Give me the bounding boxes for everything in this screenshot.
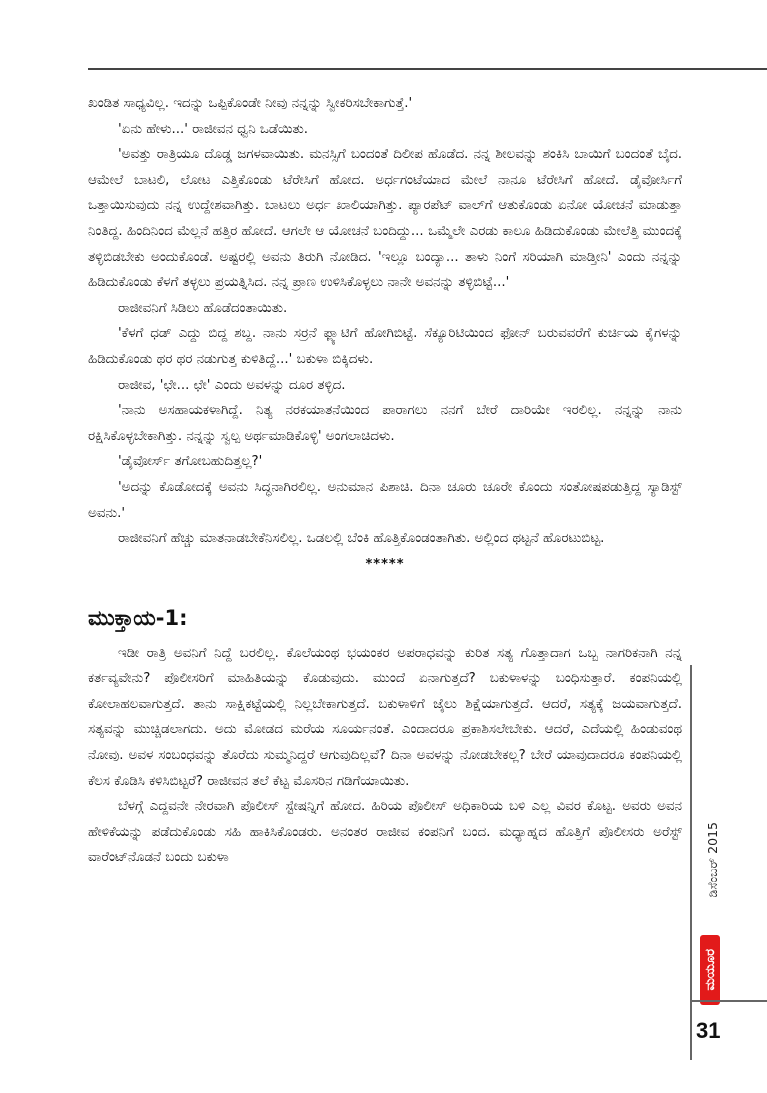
paragraph: 'ಏನು ಹೇಳು...' ರಾಜೀವನ ಧ್ವನಿ ಒಡೆಯಿತು. xyxy=(118,121,308,137)
page-number: 31 xyxy=(696,1018,721,1043)
paragraph: 'ಕೆಳಗೆ ಧಡ್ ಎದ್ದು ಬಿದ್ದ ಶಬ್ದ. ನಾನು ಸರ್ರನೆ ಫ್ಲ್ಯಾಟಿಗೆ ಹೋಗಿಬಿಟ್ಟೆ. ಸೆಕ್ಯೂರಿಟಿಯಿಂದ ಫೋನ್ ಬರುವವರೆಗೆ ಕುರ್ಚಿಯ ಕೈಗಳನ್ನು ಹಿಡಿದುಕೊಂಡು ಥರ ಥರ ನಡುಗುತ್ತ ಕುಳಿತಿದ್ದೆ...' ಬಕುಳಾ ಬಿಕ್ಕಿದಳು. xyxy=(88,326,682,367)
paragraph: 'ಅವತ್ತು ರಾತ್ರಿಯೂ ದೊಡ್ಡ ಜಗಳವಾಯಿತು. ಮನಸ್ಸಿಗೆ ಬಂದಂತೆ ದಿಲೀಪ ಹೊಡೆದ. ನನ್ನ ಶೀಲವನ್ನು ಶಂಕಿಸಿ ಬಾಯಿಗೆ ಬಂದಂತೆ ಬೈದ. ಆಮೇಲೆ ಬಾಟಲಿ, ಲೋಟ ಎತ್ತಿಕೊಂಡು ಟೆರೇಸಿಗೆ ಹೋದ. ಅರ್ಧಗಂಟೆಯಾದ ಮೇಲೆ ನಾನೂ ಟೆರೇಸಿಗೆ ಹೋದೆ. ಡೈವೋರ್ಸಿಗೆ ಒತ್ತಾಯಿಸುವುದು ನನ್ನ ಉದ್ದೇಶವಾಗಿತ್ತು. ಬಾಟಲು ಅರ್ಧ ಖಾಲಿಯಾಗಿತ್ತು. ಪ್ಯಾರಪೆಟ್ ವಾಲ್‌ಗೆ ಆತುಕೊಂಡು ಏನೋ ಯೋಚನೆ ಮಾಡುತ್ತಾ ನಿಂತಿದ್ದ. ಹಿಂದಿನಿಂದ ಮೆಲ್ಲನೆ ಹತ್ತಿರ ಹೋದೆ. ಆಗಲೇ ಆ ಯೋಚನೆ ಬಂದಿದ್ದು... ಒಮ್ಮೆಲೇ ಎರಡು ಕಾಲೂ ಹಿಡಿದುಕೊಂಡು ಮೇಲೆತ್ತಿ ಮುಂದಕ್ಕೆ ತಳ್ಳಿಬಿಡಬೇಕು ಅಂದುಕೊಂಡೆ. ಅಷ್ಟರಲ್ಲಿ ಅವನು ತಿರುಗಿ ನೋಡಿದ. 'ಇಲ್ಲೂ ಬಂದ್ಯಾ... ತಾಳು ನಿಂಗೆ ಸರಿಯಾಗಿ ಮಾಡ್ತೀನಿ' ಎಂದು ನನ್ನನ್ನು ಹಿಡಿದುಕೊಂಡು ಕೆಳಗೆ ತಳ್ಳಲು ಪ್ರಯತ್ನಿಸಿದ. ನನ್ನ ಪ್ರಾಣ ಉಳಿಸಿಕೊಳ್ಳಲು ನಾನೇ ಅವನನ್ನು ತಳ್ಳಿಬಿಟ್ಟೆ...' xyxy=(88,147,682,291)
paragraph: ರಾಜೀವ, 'ಛೇ... ಛೇ' ಎಂದು ಅವಳನ್ನು ದೂರ ತಳ್ಳಿದ. xyxy=(118,377,346,393)
magazine-logo xyxy=(700,935,720,1005)
paragraph: 'ನಾನು ಅಸಹಾಯಕಳಾಗಿದ್ದೆ. ನಿತ್ಯ ನರಕಯಾತನೆಯಿಂದ ಪಾರಾಗಲು ನನಗೆ ಬೇರೆ ದಾರಿಯೇ ಇರಲಿಲ್ಲ. ನನ್ನನ್ನು ನಾನು ರಕ್ಷಿಸಿಕೊಳ್ಳಬೇಕಾಗಿತ್ತು. ನನ್ನನ್ನು ಸ್ವಲ್ಪ ಅರ್ಥಮಾಡಿಕೊಳ್ಳಿ' ಅಂಗಲಾಚಿದಳು. xyxy=(88,403,682,444)
paragraph: ಖಂಡಿತ ಸಾಧ್ಯವಿಲ್ಲ. ಇದನ್ನು ಒಪ್ಪಿಕೊಂಡೇ ನೀವು ನನ್ನನ್ನು ಸ್ವೀಕರಿಸಬೇಕಾಗುತ್ತೆ.' xyxy=(88,96,413,111)
magazine-logo-text: ಮಯೂರ xyxy=(702,949,718,991)
paragraph: ಬೆಳಗ್ಗೆ ಎದ್ದವನೇ ನೇರವಾಗಿ ಪೊಲೀಸ್ ಸ್ಟೇಷನ್ನಿಗೆ ಹೋದ. ಹಿರಿಯ ಪೊಲೀಸ್ ಅಧಿಕಾರಿಯ ಬಳಿ ಎಲ್ಲ ವಿವರ ಕೊಟ್ಟ. ಅವರು ಅವನ ಹೇಳಿಕೆಯನ್ನು ಪಡೆದುಕೊಂಡು ಸಹಿ ಹಾಕಿಸಿಕೊಂಡರು. ಅನಂತರ ರಾಜೀವ ಕಂಪನಿಗೆ ಬಂದ. ಮಧ್ಯಾಹ್ನದ ಹೊತ್ತಿಗೆ ಪೊಲೀಸರು ಅರೆಸ್ಟ್ ವಾರೆಂಟ್‌ನೊಡನೆ ಬಂದು ಬಕುಳಾ xyxy=(88,799,682,866)
paragraph: ಇಡೀ ರಾತ್ರಿ ಅವನಿಗೆ ನಿದ್ದೆ ಬರಲಿಲ್ಲ. ಕೊಲೆಯಂಥ ಭಯಂಕರ ಅಪರಾಧವನ್ನು ಕುರಿತ ಸತ್ಯ ಗೊತ್ತಾದಾಗ ಒಬ್ಬ ನಾಗರಿಕನಾಗಿ ನನ್ನ ಕರ್ತವ್ಯವೇನು? ಪೊಲೀಸರಿಗೆ ಮಾಹಿತಿಯನ್ನು ಕೊಡುವುದು. ಮುಂದೆ ಏನಾಗುತ್ತದೆ? ಬಕುಳಾಳನ್ನು ಬಂಧಿಸುತ್ತಾರೆ. ಕಂಪನಿಯಲ್ಲಿ ಕೋಲಾಹಲವಾಗುತ್ತದೆ. ತಾನು ಸಾಕ್ಷಿಕಟ್ಟೆಯಲ್ಲಿ ನಿಲ್ಲಬೇಕಾಗುತ್ತದೆ. ಬಕುಳಾಳಿಗೆ ಜೈಲು ಶಿಕ್ಷೆಯಾಗುತ್ತದೆ. ಆದರೆ, ಸತ್ಯಕ್ಕೆ ಜಯವಾಗುತ್ತದೆ. ಸತ್ಯವನ್ನು ಮುಚ್ಚಿಡಲಾಗದು. ಅದು ಮೋಡದ ಮರೆಯ ಸೂರ್ಯನಂತೆ. ಎಂದಾದರೂ ಪ್ರಕಾಶಿಸಲೇಬೇಕು. ಆದರೆ, ಎದೆಯಲ್ಲಿ ಹಿಂಡುವಂಥ ನೋವು. ಅವಳ ಸಂಬಂಧವನ್ನು ತೊರೆದು ಸುಮ್ಮನಿದ್ದರೆ ಆಗುವುದಿಲ್ಲವೆ? ದಿನಾ ಅವಳನ್ನು ನೋಡಬೇಕಲ್ಲ? ಬೇರೆ ಯಾವುದಾದರೂ ಕಂಪನಿಯಲ್ಲಿ ಕೆಲಸ ಕೊಡಿಸಿ ಕಳಿಸಿಬಿಟ್ಟರೆ? ರಾಜೀವನ ತಲೆ ಕೆಟ್ಟ ಮೊಸರಿನ ಗಡಿಗೆಯಾಯಿತು. xyxy=(88,645,682,789)
section-divider: ***** xyxy=(365,556,405,572)
paragraph: 'ಅದನ್ನು ಕೊಡೋದಕ್ಕೆ ಅವನು ಸಿದ್ಧನಾಗಿರಲಿಲ್ಲ. ಅನುಮಾನ ಪಿಶಾಚಿ. ದಿನಾ ಚೂರು ಚೂರೇ ಕೊಂದು ಸಂತೋಷಪಡುತ್ತಿದ್ದ ಸ್ಯಾಡಿಸ್ಟ್ ಅವನು.' xyxy=(88,479,682,521)
issue-date xyxy=(702,790,722,930)
paragraph: ರಾಜೀವನಿಗೆ ಸಿಡಿಲು ಹೊಡೆದಂತಾಯಿತು. xyxy=(118,300,288,316)
issue-date-text: ಡಿಸೆಂಬರ್ 2015 xyxy=(704,822,720,898)
page-number-rule xyxy=(690,1000,767,1002)
paragraph: ರಾಜೀವನಿಗೆ ಹೆಚ್ಚು ಮಾತನಾಡಬೇಕೆನಿಸಲಿಲ್ಲ. ಒಡಲಲ್ಲಿ ಬೆಂಕಿ ಹೊತ್ತಿಕೊಂಡಂತಾಗಿತು. ಅಲ್ಲಿಂದ ಥಟ್ಟನೆ ಹೊರಟುಬಿಟ್ಟ. xyxy=(118,531,605,547)
section-title: ಮುಕ್ತಾಯ-1: xyxy=(88,605,188,630)
article-body xyxy=(88,91,682,871)
top-rule xyxy=(88,68,767,70)
paragraph: 'ಡೈವೋರ್ಸ್ ತಗೋಬಹುದಿತ್ತಲ್ಲ?' xyxy=(118,454,263,470)
